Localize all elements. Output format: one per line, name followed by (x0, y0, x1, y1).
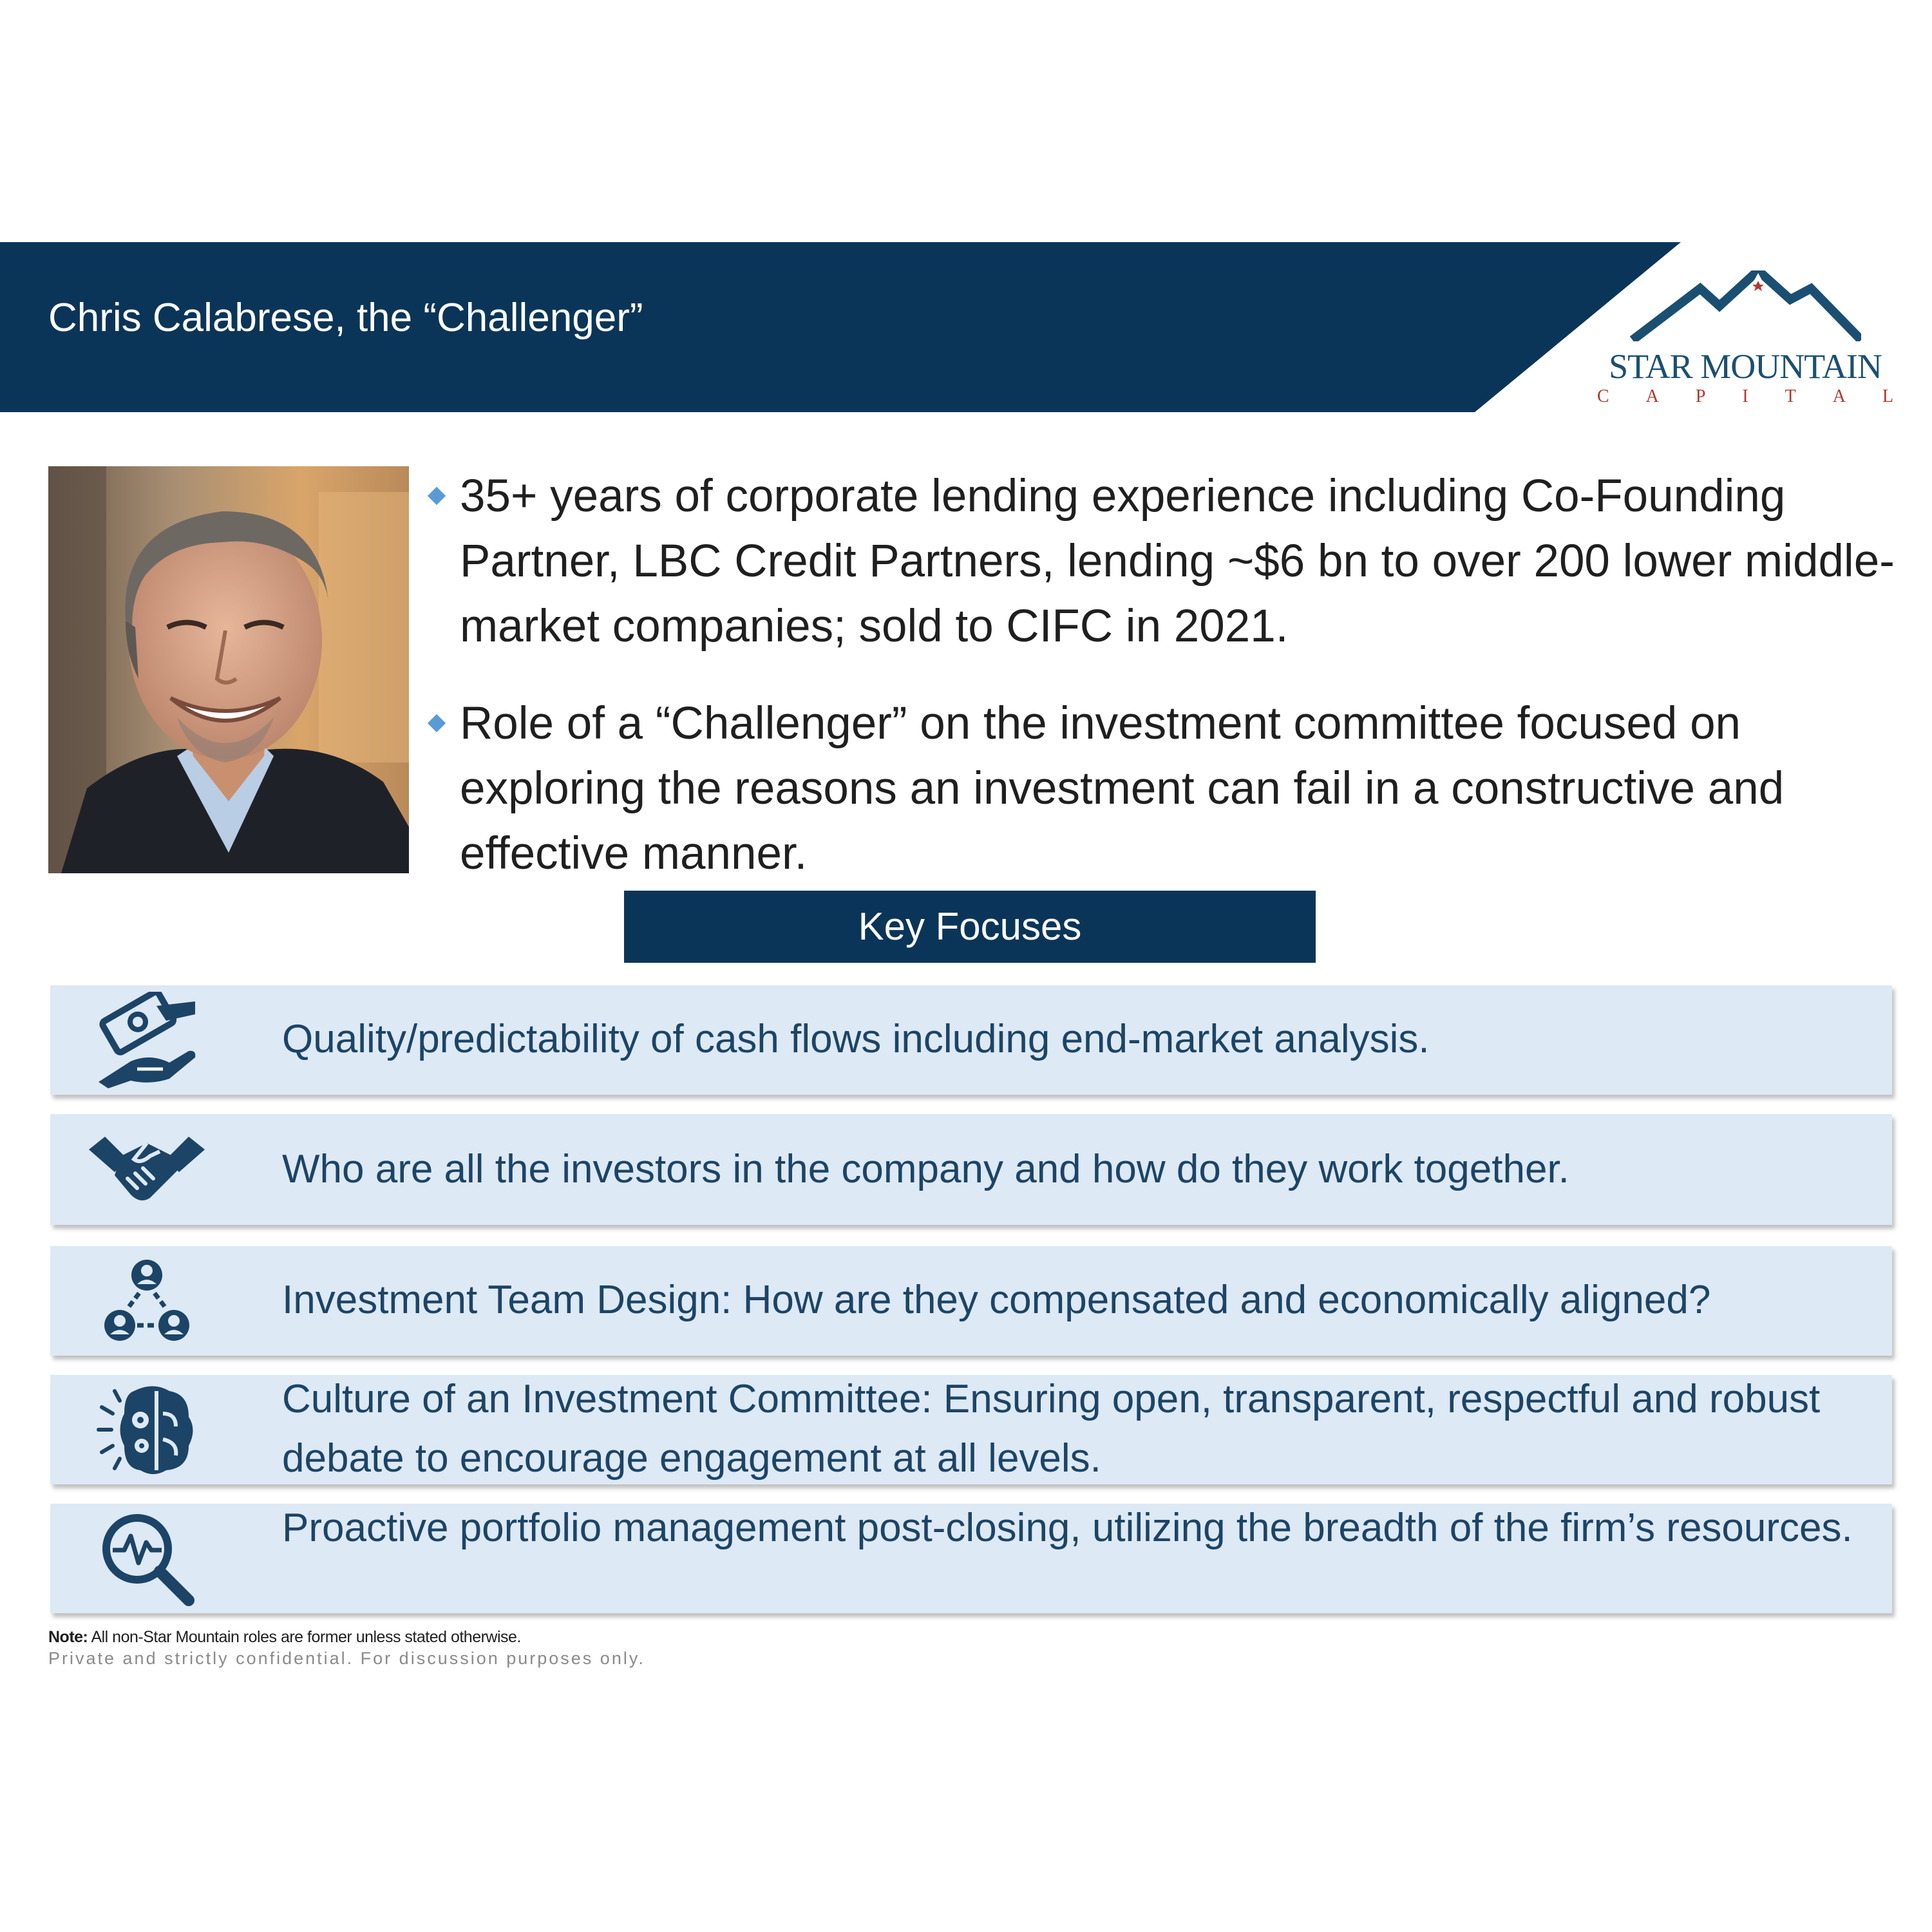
key-focuses-title: Key Focuses (624, 891, 1316, 963)
logo-letter: A (1832, 386, 1846, 406)
focus-row (50, 1375, 1892, 1484)
focus-text: Proactive portfolio management post-closing, utilizing the breadth of the firm’s resources. (282, 1506, 1853, 1550)
logo-letter: T (1785, 386, 1796, 406)
footnote-text: All non-Star Mountain roles are former unless stated otherwise. (88, 1628, 521, 1646)
money-hand-icon (89, 985, 205, 1095)
bio-bullet (425, 691, 1906, 886)
logo-letter: I (1742, 386, 1748, 406)
star-mountain-logo (1591, 270, 1900, 419)
handshake-icon (89, 1114, 205, 1224)
focus-text: Culture of an Investment Committee: Ensuring open, transparent, respectful and robust debate to encourage engagement at all levels. (282, 1377, 1821, 1481)
focus-text: Investment Team Design: How are they compensated and economically aligned? (282, 1278, 1711, 1322)
page-title: Chris Calabrese, the “Challenger” (48, 296, 643, 340)
footnote-label: Note: (48, 1628, 88, 1646)
focus-row (50, 1246, 1892, 1356)
focus-row (50, 1114, 1892, 1225)
magnifier-pulse-icon (89, 1504, 205, 1613)
brain-gear-icon (89, 1375, 205, 1484)
logo-name: STAR MOUNTAIN (1609, 347, 1882, 386)
focus-row (50, 985, 1892, 1095)
team-network-icon (89, 1246, 205, 1356)
logo-letter: L (1882, 386, 1893, 406)
bio-bullet-text: 35+ years of corporate lending experience including Co-Founding Partner, LBC Credit Partners, lending ~$6 bn to over 200 lower middle-market companies; sold to CIFC in 2021. (460, 471, 1895, 652)
focus-row (50, 1504, 1892, 1613)
logo-letter: C (1597, 386, 1609, 406)
diamond-bullet-icon (428, 714, 446, 732)
bio-bullet-text: Role of a “Challenger” on the investment committee focused on exploring the reasons an investment can fail in a constructive and effective manner. (460, 698, 1785, 879)
diamond-bullet-icon (428, 487, 446, 505)
mountains-logo-icon (1629, 270, 1861, 341)
logo-letter: A (1645, 386, 1659, 406)
footnote (48, 1628, 521, 1647)
portrait-photo (48, 466, 409, 873)
bio-bullet-list (425, 464, 1906, 918)
confidentiality-notice: Private and strictly confidential. For discussion purposes only. (48, 1649, 645, 1668)
logo-subtitle (1591, 386, 1900, 408)
focus-text: Who are all the investors in the company and how do they work together. (282, 1147, 1569, 1191)
focus-text: Quality/predictability of cash flows including end-market analysis. (282, 1017, 1430, 1061)
bio-bullet (425, 464, 1906, 659)
logo-letter: P (1695, 386, 1706, 406)
